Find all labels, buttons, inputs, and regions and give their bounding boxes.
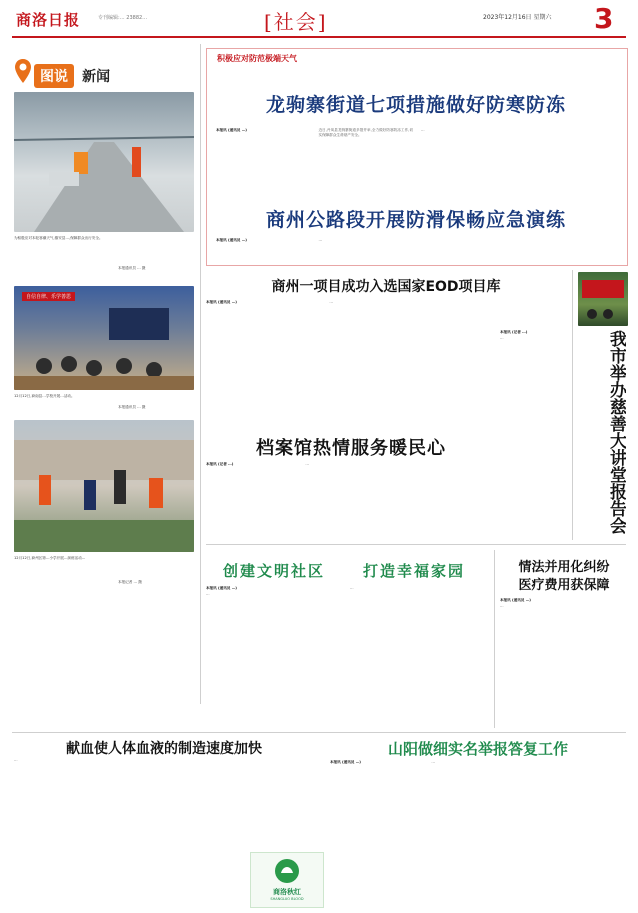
- article-2-body: [216, 238, 618, 262]
- date-line: 2023年12月16日 星期六: [483, 14, 552, 21]
- article-7-body: [350, 586, 486, 726]
- page-number: 3: [594, 2, 614, 35]
- photo-schoolyard: [14, 420, 194, 552]
- ad-name: 商洛秋红: [273, 888, 301, 896]
- photo-lecture: [578, 272, 628, 326]
- article-1-body: [216, 128, 618, 194]
- photo-news-title-a: 图说: [34, 64, 74, 88]
- article-5-byline: 本报讯 (记者 …): [206, 462, 234, 466]
- article-7-para-1: …: [350, 586, 354, 590]
- article-10-para-1: …: [431, 760, 435, 764]
- article-6-byline: 本报讯 (通讯员 …): [206, 586, 237, 590]
- article-10-byline: 本报讯 (通讯员 …): [330, 760, 361, 764]
- article-4-byline: 本报讯 (记者 …): [500, 330, 528, 334]
- article-5-para-1: …: [305, 462, 309, 466]
- article-7-title: 打造幸福家园: [362, 562, 465, 580]
- caption-2-credit: 本报通讯员 … 摄: [118, 405, 146, 409]
- mid-horizontal-rule: [206, 544, 626, 545]
- article-9-title: 献血使人体血液的制造速度加快: [66, 741, 262, 757]
- article-8-body: [500, 598, 628, 728]
- masthead: [0, 0, 638, 40]
- article-3-byline: 本报讯 (通讯员 …): [206, 300, 237, 304]
- photo-classroom: [14, 286, 194, 390]
- article-3-title: 商州一项目成功入选国家EOD项目库: [271, 279, 501, 295]
- article-2-para-1: …: [318, 238, 323, 242]
- article-6-title: 创建文明社区: [222, 562, 325, 580]
- article-8-byline: 本报讯 (通讯员 …): [500, 598, 531, 602]
- caption-2: 12月12日,商南县…学校开展…活动。: [14, 394, 75, 398]
- caption-3-credit: 本报记者 … 摄: [118, 580, 142, 584]
- lower-horizontal-rule: [12, 732, 626, 733]
- caption-1: 为积极应对本轮寒潮天气,镇安县…,保障群众出行安全。: [14, 236, 103, 240]
- photo-news-title-b: 新闻: [82, 69, 111, 85]
- edition-code: 专刊编辑:… 23882…: [98, 15, 148, 21]
- caption-3: 12月12日,商州区第…小学开展…演练活动…: [14, 556, 86, 560]
- article-6-para-1: …: [206, 592, 210, 597]
- photo-snow-road: [14, 92, 194, 232]
- photo-news-tag: [34, 64, 110, 88]
- article-8-divider: [494, 550, 495, 728]
- photo-news-icon: [14, 58, 32, 84]
- article-1-byline: 本报讯 (通讯员 …): [216, 128, 247, 132]
- classroom-banner: 自信自律、乐学善思: [22, 292, 75, 301]
- caption-1-credit: 本报通讯员 … 摄: [118, 266, 146, 270]
- article-8-para-1: …: [500, 604, 504, 609]
- masthead-logo: 商洛日报: [16, 11, 81, 29]
- masthead-rule: [12, 36, 626, 38]
- article-8-title: 情法并用化纠纷: [518, 560, 610, 575]
- ad-block: [250, 852, 324, 908]
- article-10-title: 山阳做细实名举报答复工作: [387, 740, 568, 758]
- article-2-byline: 本报讯 (通讯员 …): [216, 238, 247, 242]
- left-column-divider: [200, 44, 201, 704]
- article-9-para-1: …: [14, 758, 18, 762]
- article-4-para-1: …: [500, 336, 504, 341]
- article-2-title: 商州公路段开展防滑保畅应急演练: [265, 209, 566, 231]
- article-3-para-1: …: [329, 300, 333, 304]
- article-5-title: 档案馆热情服务暖民心: [256, 438, 446, 459]
- article-6-body: [206, 586, 344, 726]
- article-1-para-1: 近日,丹凤县龙驹寨街道多措并举,全力做好防寒防冻工作,切实保障群众生命财产安全。: [318, 128, 413, 138]
- theme-banner: 积极应对防范极端天气: [217, 54, 297, 63]
- article-5-body: [206, 462, 496, 538]
- article-1-para-2: …: [421, 128, 425, 132]
- article-4-body: [500, 330, 600, 538]
- article-4-title: 我市举办慈善大讲堂报告会: [606, 330, 626, 534]
- section-title: [社会]: [264, 10, 328, 34]
- article-1-title: 龙驹寨街道七项措施做好防寒防冻: [265, 94, 566, 116]
- article-10-body: [330, 760, 626, 906]
- article-8-subtitle: 医疗费用获保障: [518, 578, 610, 593]
- left-bottom-text: [14, 592, 194, 722]
- ad-logo-icon: [273, 857, 301, 885]
- ad-sub: SHANGLUO BLOOD: [270, 897, 304, 901]
